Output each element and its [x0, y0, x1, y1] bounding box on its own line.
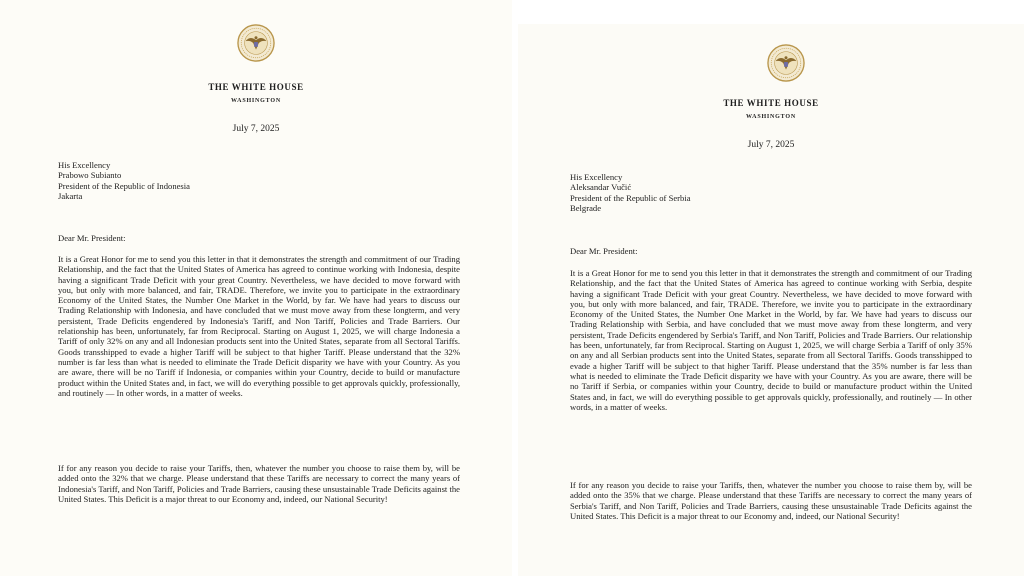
letter-date: July 7, 2025 — [747, 140, 795, 150]
address-line: President of the Republic of Indonesia — [58, 180, 190, 191]
address-line: President of the Republic of Serbia — [570, 192, 691, 203]
header-title: THE WHITE HOUSE — [208, 82, 304, 92]
body-paragraph-1: It is a Great Honor for me to send you this letter in that it demonstrates the strength and commitment of our Trading Relationship, and the fact that the United States of America has agreed to continue working with Indonesia, despite having a significant Trade Deficit with your great Country. Nevertheless, we have decided to move forward with you, but only with more balanced, and fair, TRADE. Therefore, we invite you to participate in the extraordinary Economy of the United States, the Number One Market in the World, by far. We have had years to discuss our Trading Relationship with Indonesia, and have concluded that we must move away from these longterm, and very persistent, Trade Deficits engendered by Indonesia's Tariff, and Non Tariff, Policies and Trade Barriers. Our relationship has been, unfortunately, far from Reciprocal. Starting on August 1, 2025, we will charge Indonesia a Tariff of only 32% on any and all Indonesian products sent into the United States, separate from all Sectoral Tariffs. Goods transshipped to evade a higher Tariff will be subject to that higher Tariff. Please understand that the 32% number is far less than what is needed to eliminate the Trade Deficit disparity we have with your Country. As you are aware, there will be no Tariff if Indonesia, or companies within your Country, decide to build or manufacture product within the United States and, in fact, we will do everything possible to get approvals quickly, professionally, and routinely — In other words, in a matter of weeks. — [58, 254, 460, 398]
body-paragraph-2: If for any reason you decide to raise your Tariffs, then, whatever the number you choose to raise them by, will be added onto the 32% that we charge. Please understand that these Tariffs are necessary to correct the many years of Indonesia's Tariff, and Non Tariff, Policies and Trade Barriers, causing these unsustainable Trade Deficits against the United States. This Deficit is a major threat to our Economy and, indeed, our National Security! — [58, 463, 460, 504]
address-line: Aleksandar Vučić — [570, 182, 632, 193]
header-title: THE WHITE HOUSE — [723, 98, 819, 108]
letter-serbia — [518, 24, 1024, 576]
header-subtitle: WASHINGTON — [231, 98, 281, 104]
address-line: Prabowo Subianto — [58, 170, 122, 181]
presidential-seal-icon — [237, 24, 275, 62]
address-line: Jakarta — [58, 190, 83, 201]
address-line: His Excellency — [58, 160, 111, 170]
header-subtitle: WASHINGTON — [746, 114, 796, 120]
letter-date: July 7, 2025 — [232, 124, 280, 134]
address-line: Belgrade — [570, 202, 602, 213]
greeting: Dear Mr. President: — [570, 246, 638, 256]
body-paragraph-1: It is a Great Honor for me to send you this letter in that it demonstrates the strength and commitment of our Trading Relationship, and the fact that the United States of America has agreed to continue working with Serbia, despite having a significant Trade Deficit with your great Country. Nevertheless, we have decided to move forward with you, but only with more balanced, and fair, TRADE. Therefore, we invite you to participate in the extraordinary Economy of the United States, the Number One Market in the World, by far. We have had years to discuss our Trading Relationship with Serbia, and have concluded that we must move away from these longterm, and very persistent, Trade Deficits engendered by Serbia's Tariff, and Non Tariff, Policies and Trade Barriers. Our relationship has been, unfortunately, far from Reciprocal. Starting on August 1, 2025, we will charge Serbia a Tariff of only 35% on any and all Serbian products sent into the United States, separate from all Sectoral Tariffs. Goods transshipped to evade a higher Tariff will be subject to that higher Tariff. Please understand that the 35% number is far less than what is needed to eliminate the Trade Deficit disparity we have with your Country. As you are aware, there will be no Tariff if Serbia, or companies within your Country, decide to build or manufacture product within the United States and, in fact, we will do everything possible to get approvals quickly, professionally, and routinely — In other words, in a matter of weeks. — [570, 268, 972, 412]
greeting: Dear Mr. President: — [58, 233, 126, 243]
recipient-address — [570, 172, 970, 213]
body-paragraph-2: If for any reason you decide to raise your Tariffs, then, whatever the number you choose to raise them by, will be added onto the 35% that we charge. Please understand that these Tariffs are necessary to correct the many years of Serbia's Tariff, and Non Tariff, Policies and Trade Barriers, causing these unsustainable Trade Deficits against the United States. This Deficit is a major threat to our Economy and, indeed, our National Security! — [570, 480, 972, 521]
recipient-address — [58, 160, 458, 201]
address-line: His Excellency — [570, 172, 623, 182]
presidential-seal-icon — [767, 44, 805, 82]
